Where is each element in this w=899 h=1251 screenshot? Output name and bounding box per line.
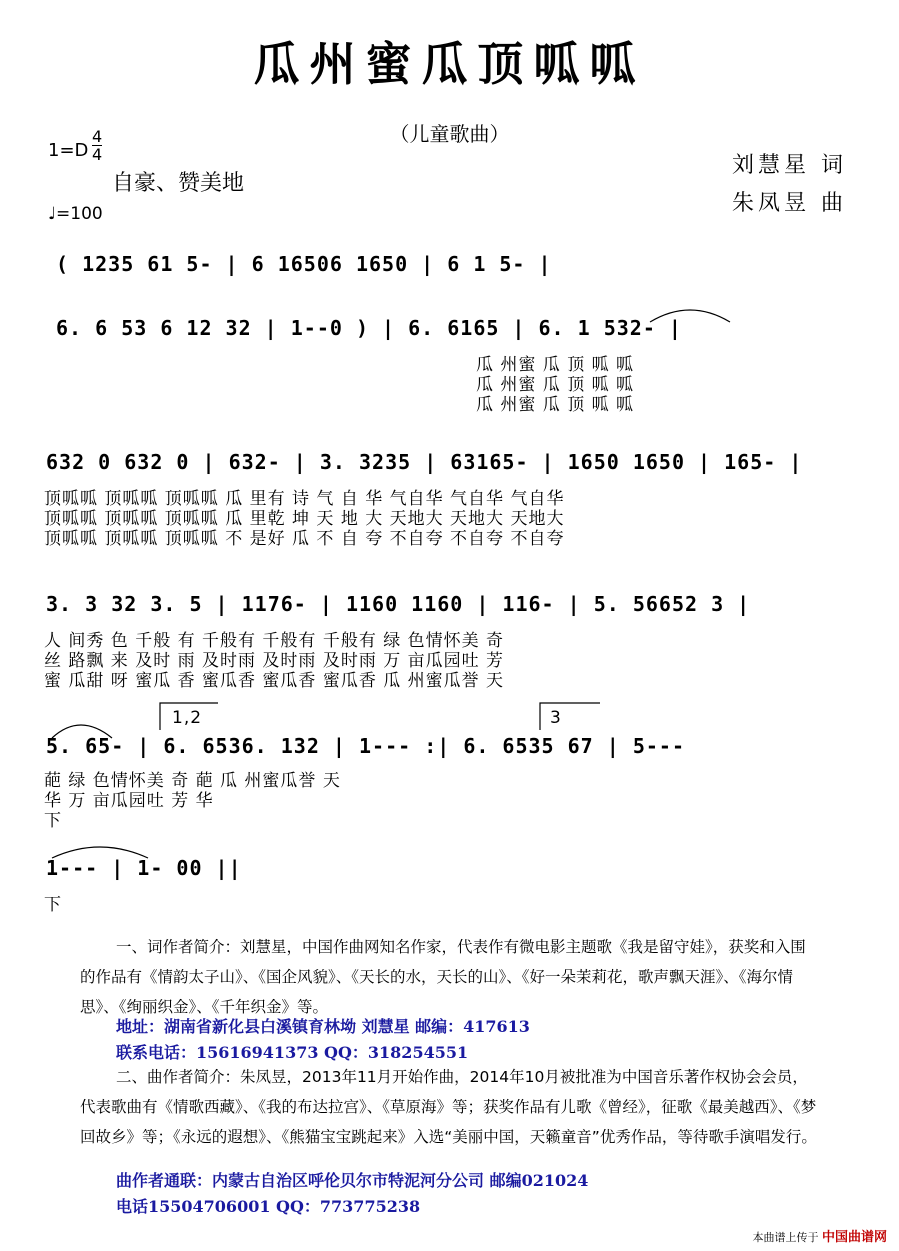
meter-bottom: 4	[92, 145, 103, 164]
lyric-line: 蜜 瓜甜 呀 蜜瓜 香 蜜瓜香 蜜瓜香 蜜瓜香 瓜 州蜜瓜誉 天	[44, 671, 505, 691]
lyric-line: 顶呱呱 顶呱呱 顶呱呱 瓜 里乾 坤 天 地 大 天地大 天地大 天地大	[44, 509, 565, 529]
lyric-line: 下	[44, 895, 62, 915]
lyric-line: 人 间秀 色 千般 有 千般有 千般有 千般有 绿 色情怀美 奇	[44, 631, 505, 651]
tempo-marking: ♩=100	[48, 204, 103, 224]
composer-bio: 二、曲作者简介：朱凤昱，2013年11月开始作曲，2014年10月被批准为中国音乐著作权协会会员，代表歌曲有《情歌西藏》、《我的布达拉宫》、《草原海》等；获奖作品有儿歌《曾经》，征歌《最美越西》、《梦回故乡》等；《永远的遐想》、《熊猫宝宝跳起来》入选“美丽中国，天籁童音”优秀作品，等待歌手演唱发行。	[80, 1068, 817, 1146]
mood-marking: 自豪、赞美地	[112, 171, 245, 196]
score-row-4: 3. 3 32 3. 5 | 1176- | 1160 1160 | 116- | 5. 56652 3 |	[46, 592, 751, 616]
score-row-2: 6. 6 53 6 12 32 | 1--0 ) | 6. 6165 | 6. 1 532- |	[56, 316, 682, 340]
lyric-line: 华 万 亩瓜园吐 芳 华	[44, 791, 214, 811]
key-signature: 1=D	[48, 140, 89, 161]
score-row-6: 1--- | 1- 00 ||	[46, 856, 242, 880]
lyric-line: 顶呱呱 顶呱呱 顶呱呱 瓜 里有 诗 气 自 华 气自华 气自华 气自华	[44, 489, 565, 509]
lyricist-address: 地址：湖南省新化县白溪镇育林坳 刘慧星 邮编：417613	[116, 1017, 530, 1036]
volta-3-label: 3	[550, 708, 562, 728]
lyric-line: 瓜 州蜜 瓜 顶 呱 呱	[476, 395, 635, 415]
site-logo[interactable]: 中国曲谱网	[821, 1230, 887, 1245]
song-subtitle: （儿童歌曲）	[389, 122, 510, 146]
lyric-line: 下	[44, 811, 62, 831]
lyricist-credit: 刘慧星 词	[732, 153, 847, 178]
composer-credit: 朱凤昱 曲	[732, 191, 847, 216]
volta-1-2-label: 1,2	[172, 708, 203, 728]
lyric-line: 顶呱呱 顶呱呱 顶呱呱 不 是好 瓜 不 自 夸 不自夸 不自夸 不自夸	[44, 529, 565, 549]
composer-phone: 电话15504706001 QQ：773775238	[116, 1197, 421, 1216]
song-title: 瓜州蜜瓜顶呱呱	[253, 37, 646, 91]
score-row-1: ( 1235 61 5- | 6 16506 1650 | 6 1 5- |	[56, 252, 552, 276]
composer-address: 曲作者通联：内蒙古自治区呼伦贝尔市特泥河分公司 邮编021024	[116, 1171, 589, 1190]
lyric-line: 葩 绿 色情怀美 奇 葩 瓜 州蜜瓜誉 天	[44, 771, 341, 791]
lyric-line: 瓜 州蜜 瓜 顶 呱 呱	[476, 375, 635, 395]
lyric-line: 丝 路飘 来 及时 雨 及时雨 及时雨 及时雨 万 亩瓜园吐 芳	[44, 651, 505, 671]
lyric-line: 瓜 州蜜 瓜 顶 呱 呱	[476, 355, 635, 375]
meter-top: 4	[92, 127, 103, 146]
score-row-3: 632 0 632 0 | 632- | 3. 3235 | 63165- | 1650 1650 | 165- |	[46, 450, 803, 474]
score-row-5: 5. 65- | 6. 6536. 132 | 1--- :| 6. 6535 67 | 5---	[46, 734, 686, 758]
upload-footer	[752, 1226, 887, 1245]
lyricist-phone: 联系电话：15616941373 QQ：318254551	[116, 1043, 469, 1062]
lyricist-bio: 一、词作者简介：刘慧星，中国作曲网知名作家，代表作有微电影主题歌《我是留守娃》，获奖和入围的作品有《情韵太子山》、《国企风貌》、《天长的水，天长的山》、《好一朵茉莉花，歌声飘天涯》、《海尔情思》、《绚丽织金》、《千年织金》等。	[80, 938, 806, 1016]
footer-text: 本曲谱上传于	[752, 1231, 819, 1244]
